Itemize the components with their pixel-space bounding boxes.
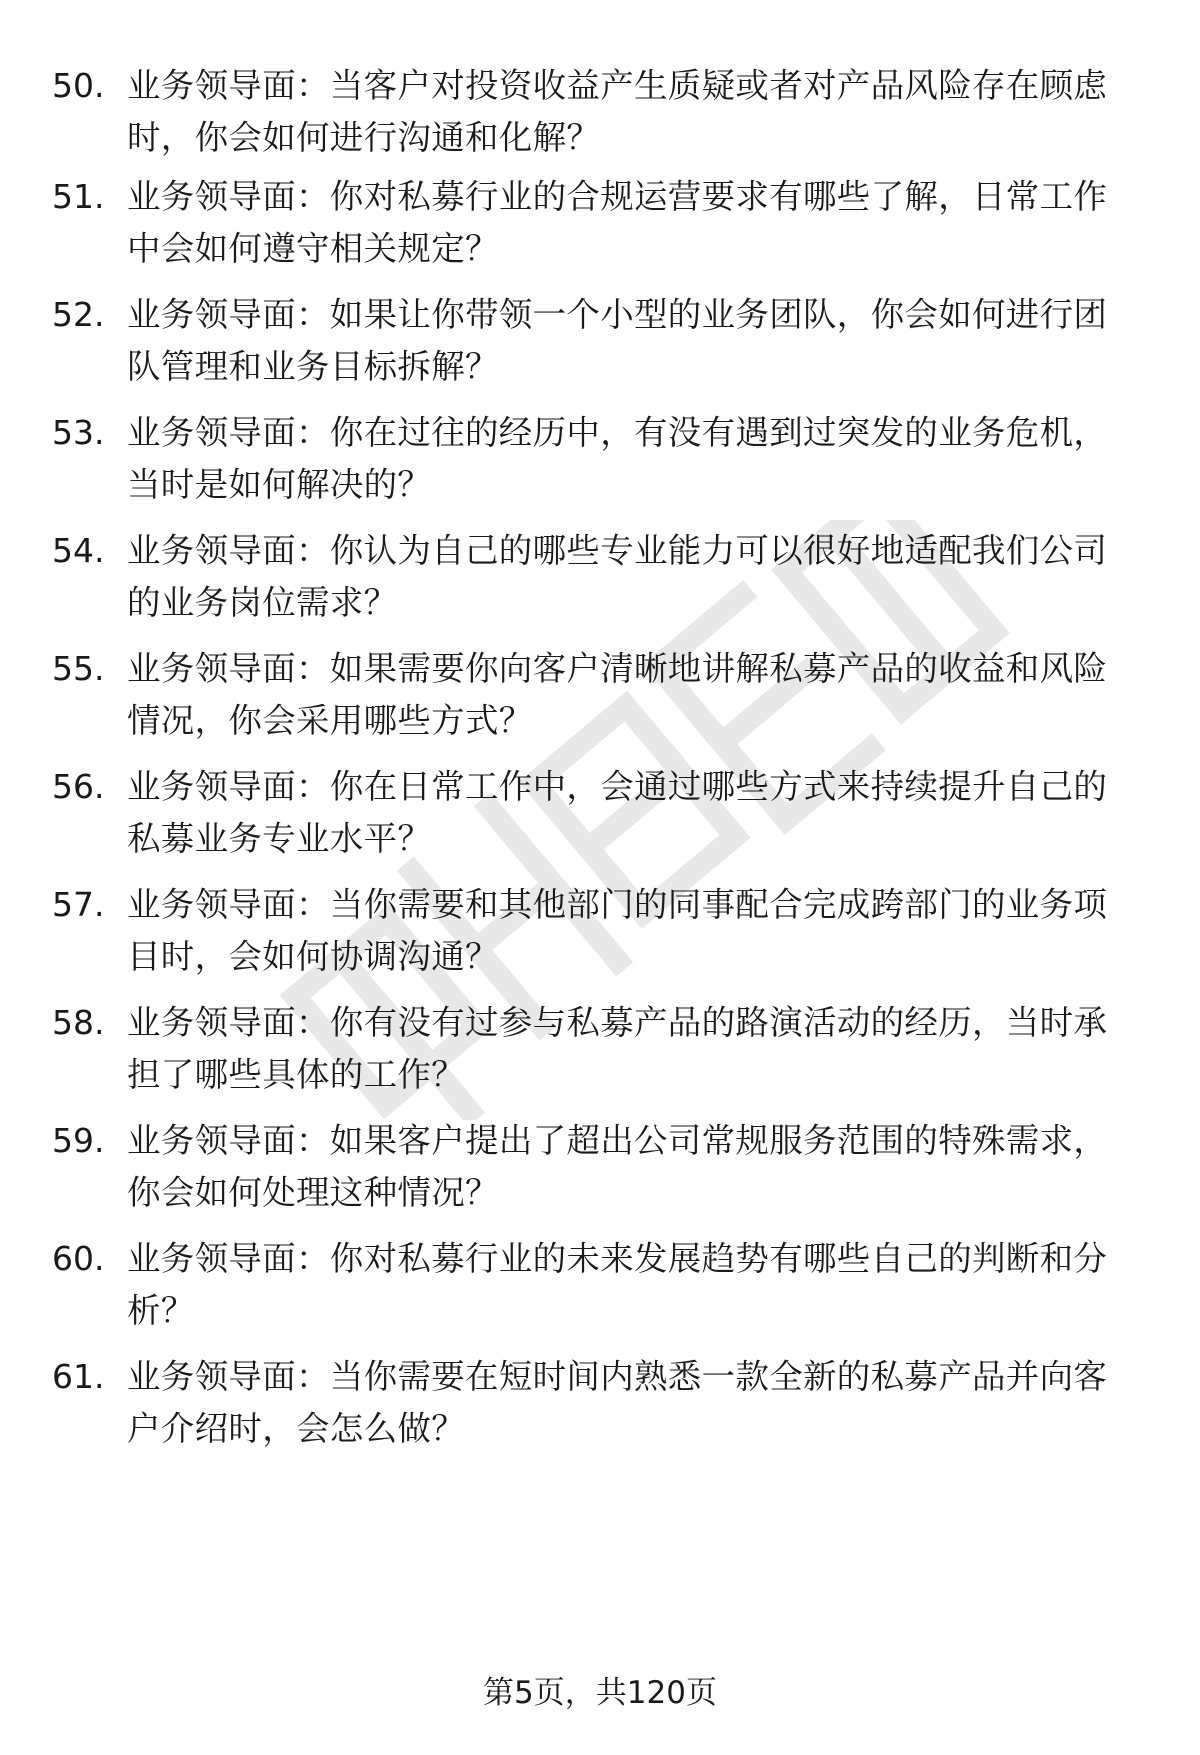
question-text: 业务领导面：你有没有过参与私募产品的路演活动的经历，当时承担了哪些具体的工作？: [127, 1003, 1108, 1094]
question-number: 55.: [52, 649, 105, 688]
question-number: 59.: [52, 1121, 105, 1160]
question-number: 60.: [52, 1239, 105, 1278]
question-text: 业务领导面：如果让你带领一个小型的业务团队，你会如何进行团队管理和业务目标拆解？: [127, 295, 1108, 386]
question-number: 53.: [52, 413, 105, 452]
page-footer: [0, 1671, 1200, 1715]
question-text: 业务领导面：你对私募行业的未来发展趋势有哪些自己的判断和分析？: [127, 1239, 1108, 1330]
question-number: 50.: [52, 66, 105, 105]
question-number: 54.: [52, 531, 105, 570]
question-text: 业务领导面：当客户对投资收益产生质疑或者对产品风险存在顾虑时，你会如何进行沟通和化解？: [127, 66, 1108, 157]
question-text: 业务领导面：如果客户提出了超出公司常规服务范围的特殊需求，你会如何处理这种情况？: [127, 1121, 1108, 1212]
question-text: 业务领导面：你认为自己的哪些专业能力可以很好地适配我们公司的业务岗位需求？: [127, 531, 1108, 622]
page-number-label: 第5页，共120页: [483, 1675, 717, 1711]
question-text: 业务领导面：当你需要在短时间内熟悉一款全新的私募产品并向客户介绍时，会怎么做？: [127, 1357, 1108, 1448]
question-number: 57.: [52, 885, 105, 924]
question-text: 业务领导面：当你需要和其他部门的同事配合完成跨部门的业务项目时，会如何协调沟通？: [127, 885, 1108, 976]
question-number: 58.: [52, 1003, 105, 1042]
question-number: 51.: [52, 177, 105, 216]
question-text: 业务领导面：你在过往的经历中，有没有遇到过突发的业务危机，当时是如何解决的？: [127, 413, 1108, 504]
question-number: 52.: [52, 295, 105, 334]
question-text: 业务领导面：你对私募行业的合规运营要求有哪些了解，日常工作中会如何遵守相关规定？: [127, 177, 1108, 268]
question-text: 业务领导面：如果需要你向客户清晰地讲解私募产品的收益和风险情况，你会采用哪些方式？: [127, 649, 1108, 740]
question-number: 61.: [52, 1357, 105, 1396]
question-text: 业务领导面：你在日常工作中，会通过哪些方式来持续提升自己的私募业务专业水平？: [127, 767, 1108, 858]
question-number: 56.: [52, 767, 105, 806]
